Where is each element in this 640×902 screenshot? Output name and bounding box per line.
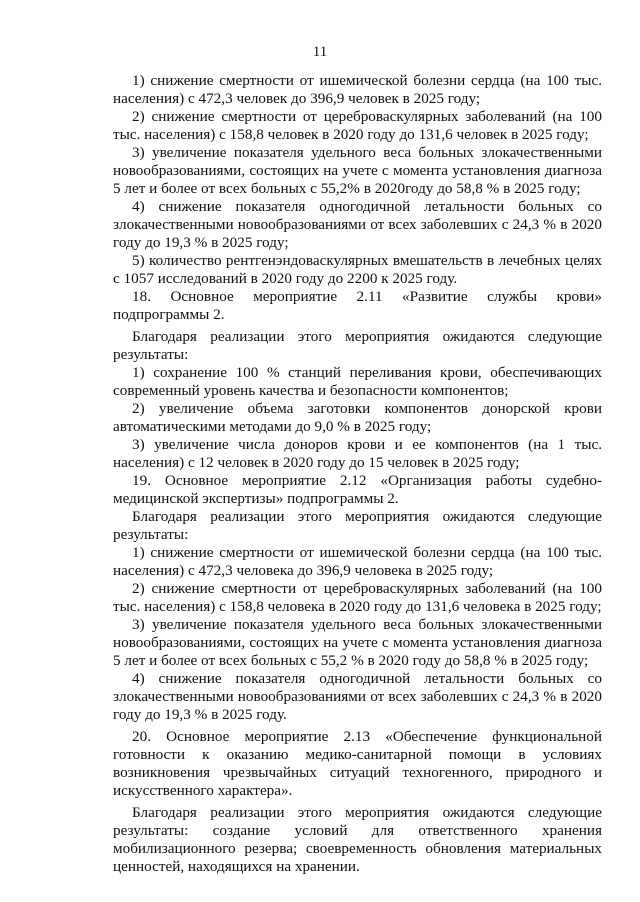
paragraph-measure-18-heading: 18. Основное мероприятие 2.11 «Развитие службы крови» подпрограммы 2. — [113, 288, 602, 323]
document-body — [113, 72, 602, 876]
paragraph-measure-19-item-4: 4) снижение показателя одногодичной летальности больных со злокачественными новообразованиями от всех заболевших с 24,3 % в 2020 году до 19,3 % в 2025 году. — [113, 670, 602, 723]
paragraph-item-4-oncology-lethality: 4) снижение показателя одногодичной летальности больных со злокачественными новообразованиями от всех заболевших с 24,3 % в 2020 году до 19,3 % в 2025 году; — [113, 198, 602, 251]
paragraph-item-5-endovascular: 5) количество рентгенэндоваскулярных вмешательств в лечебных целях с 1057 исследований в 2020 году до 2200 к 2025 году. — [113, 252, 602, 287]
paragraph-measure-18-item-1: 1) сохранение 100 % станций переливания крови, обеспечивающих современный уровень качества и безопасности компонентов; — [113, 364, 602, 399]
paragraph-measure-19-item-3: 3) увеличение показателя удельного веса больных злокачественными новообразованиями, состоящих на учете с момента установления диагноза 5 лет и более от всех больных с 55,2 % в 2020 году до 58,8 % в 2025 году; — [113, 616, 602, 669]
paragraph-measure-18-item-2: 2) увеличение объема заготовки компонентов донорской крови автоматическими методами до 9,0 % в 2025 году; — [113, 400, 602, 435]
paragraph-item-2-mortality-cerebrovascular: 2) снижение смертности от цереброваскулярных заболеваний (на 100 тыс. населения) с 158,8 человек в 2020 году до 131,6 человек в 2025 году; — [113, 108, 602, 143]
paragraph-measure-19-item-2: 2) снижение смертности от цереброваскулярных заболеваний (на 100 тыс. населения) с 158,8 человека в 2020 году до 131,6 человека в 2025 году; — [113, 580, 602, 615]
paragraph-measure-19-results-intro: Благодаря реализации этого мероприятия ожидаются следующие результаты: — [113, 508, 602, 543]
paragraph-measure-18-results-intro: Благодаря реализации этого мероприятия ожидаются следующие результаты: — [113, 328, 602, 363]
paragraph-measure-18-item-3: 3) увеличение числа доноров крови и ее компонентов (на 1 тыс. населения) с 12 человек в 2020 году до 15 человек в 2025 году; — [113, 436, 602, 471]
paragraph-item-3-oncology-share: 3) увеличение показателя удельного веса больных злокачественными новообразованиями, состоящих на учете с момента установления диагноза 5 лет и более от всех больных с 55,2% в 2020году до 58,8 % в 2025 году; — [113, 144, 602, 197]
paragraph-item-1-mortality-ihd: 1) снижение смертности от ишемической болезни сердца (на 100 тыс. населения) с 472,3 человек до 396,9 человек в 2025 году; — [113, 72, 602, 107]
paragraph-measure-19-item-1: 1) снижение смертности от ишемической болезни сердца (на 100 тыс. населения) с 472,3 человека до 396,9 человека в 2025 году; — [113, 544, 602, 579]
paragraph-measure-19-heading: 19. Основное мероприятие 2.12 «Организация работы судебно-медицинской экспертизы» подпрограммы 2. — [113, 472, 602, 507]
paragraph-measure-20-results: Благодаря реализации этого мероприятия ожидаются следующие результаты: создание условий для ответственного хранения мобилизационного резерва; своевременность обновления материальных ценностей, находящихся на хранении. — [113, 804, 602, 875]
page-number: 11 — [312, 44, 328, 60]
paragraph-measure-20-heading: 20. Основное мероприятие 2.13 «Обеспечение функциональной готовности к оказанию медико-санитарной помощи в условиях возникновения чрезвычайных ситуаций техногенного, природного и искусственного характера». — [113, 728, 602, 799]
